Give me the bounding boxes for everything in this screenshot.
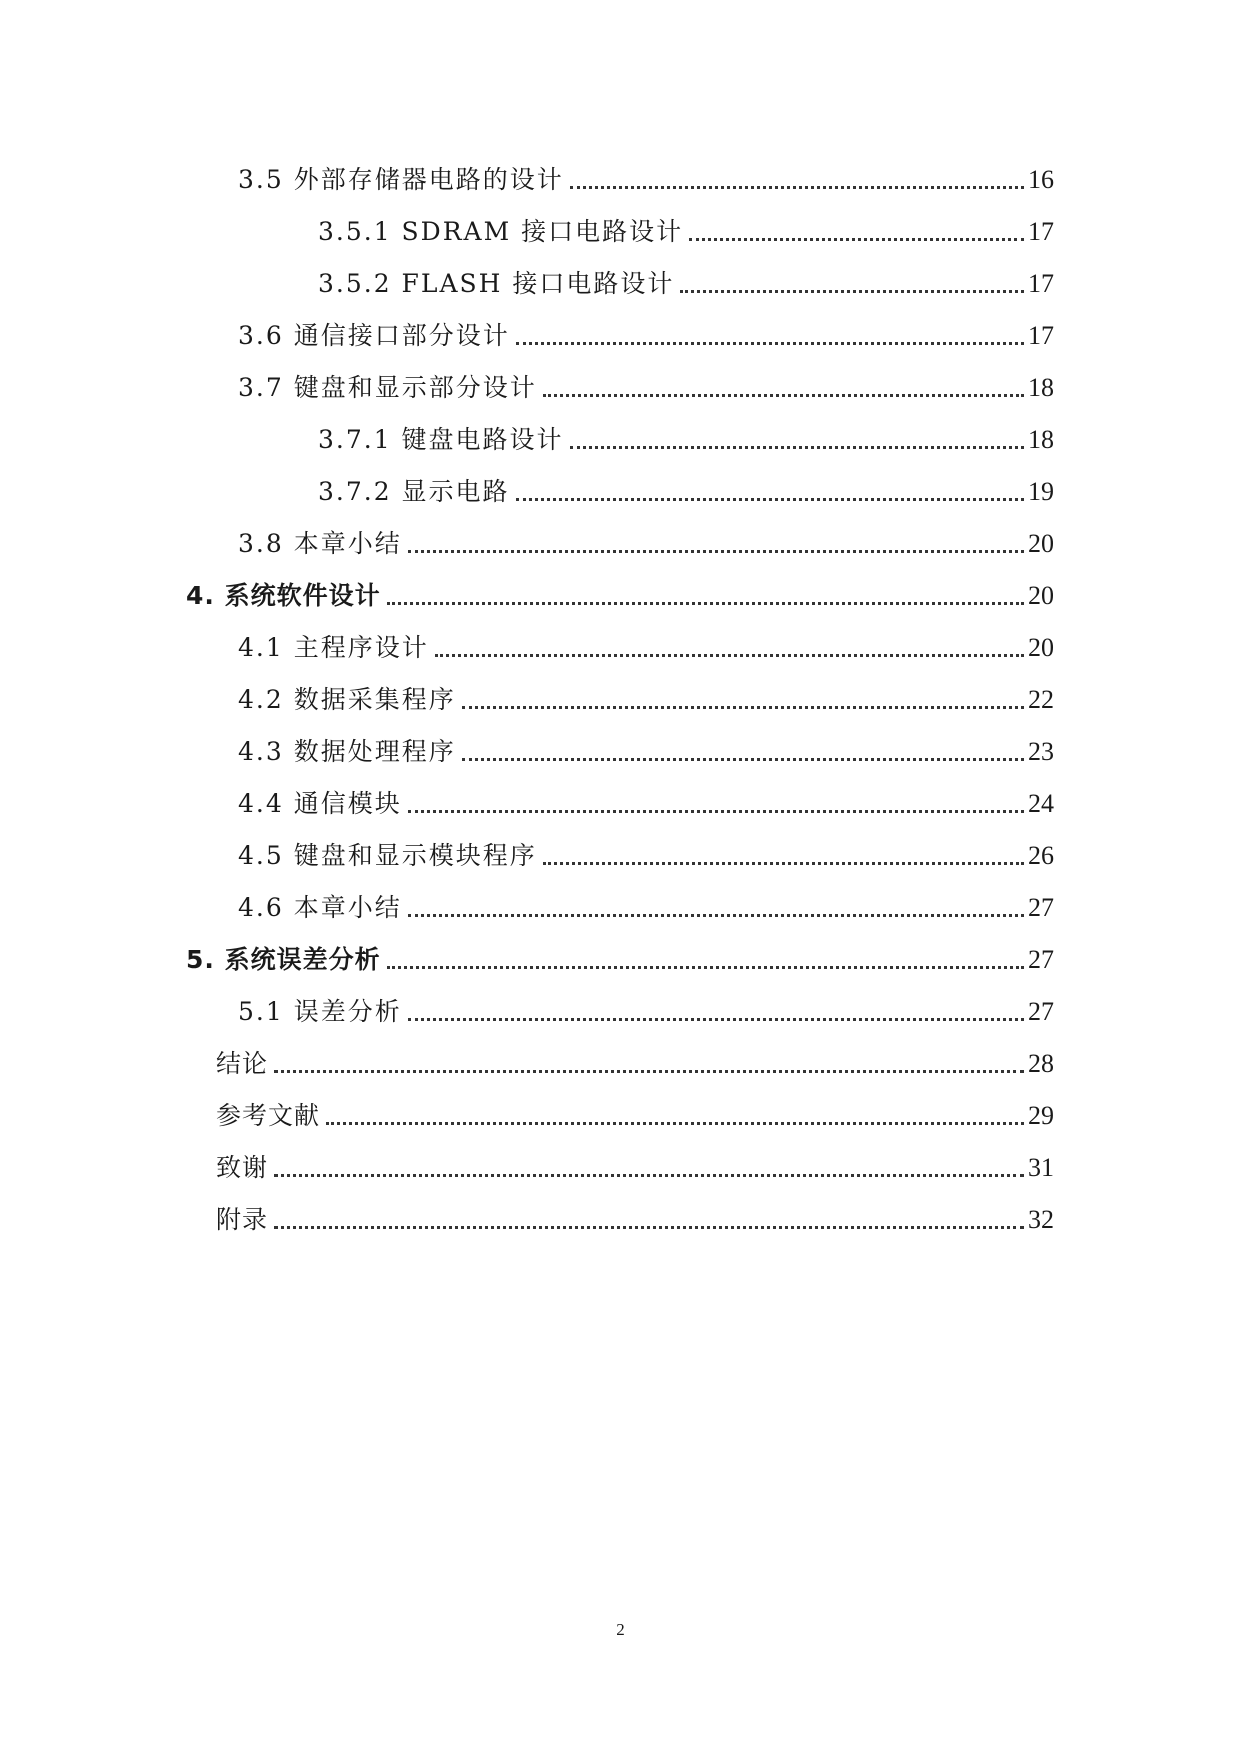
toc-entry-4-3[interactable] [238, 732, 1054, 772]
dot-leader [274, 1070, 1024, 1073]
toc-entry-page: 17 [1028, 217, 1054, 246]
toc-entry-label: 3.5.1 SDRAM 接口电路设计 [318, 217, 684, 246]
toc-entry-label: 5. 系统误差分析 [186, 945, 381, 974]
toc-entry-3-5-1[interactable] [318, 212, 1054, 252]
toc-entry-page: 27 [1028, 997, 1054, 1026]
toc-entry-label: 5.1 误差分析 [238, 997, 402, 1026]
toc-entry-page: 27 [1028, 945, 1054, 974]
toc-entry-label: 3.7.1 键盘电路设计 [318, 425, 564, 454]
toc-entry-page: 29 [1028, 1101, 1054, 1130]
toc-entry-label: 3.6 通信接口部分设计 [238, 321, 510, 350]
toc-entry-page: 20 [1028, 633, 1054, 662]
toc-entry-page: 28 [1028, 1049, 1054, 1078]
toc-entry-references[interactable] [216, 1096, 1054, 1136]
dot-leader [462, 706, 1024, 709]
toc-entry-page: 18 [1028, 425, 1054, 454]
toc-entry-label: 4.3 数据处理程序 [238, 737, 456, 766]
toc-entry-4-5[interactable] [238, 836, 1054, 876]
toc-entry-page: 19 [1028, 477, 1054, 506]
toc-entry-3-8[interactable] [238, 524, 1054, 564]
toc-entry-chapter-4[interactable] [186, 576, 1054, 616]
dot-leader [680, 290, 1024, 293]
dot-leader [516, 498, 1024, 501]
toc-entry-label: 结论 [216, 1049, 269, 1078]
toc-entry-3-6[interactable] [238, 316, 1054, 356]
toc-entry-label: 4.6 本章小结 [238, 893, 402, 922]
dot-leader [462, 758, 1024, 761]
toc-entry-label: 4.2 数据采集程序 [238, 685, 456, 714]
toc-entry-page: 16 [1028, 165, 1054, 194]
toc-entry-page: 22 [1028, 685, 1054, 714]
dot-leader [689, 238, 1024, 241]
dot-leader [387, 966, 1024, 969]
toc-entry-page: 23 [1028, 737, 1054, 766]
dot-leader [326, 1122, 1024, 1125]
toc-entry-page: 31 [1028, 1153, 1054, 1182]
toc-entry-3-5[interactable] [238, 160, 1054, 200]
toc-entry-page: 27 [1028, 893, 1054, 922]
toc-entry-4-1[interactable] [238, 628, 1054, 668]
toc-entry-label: 3.8 本章小结 [238, 529, 402, 558]
toc-entry-page: 26 [1028, 841, 1054, 870]
dot-leader [408, 550, 1024, 553]
dot-leader [274, 1226, 1024, 1229]
toc-entry-label: 4.1 主程序设计 [238, 633, 429, 662]
toc-entry-label: 参考文献 [216, 1101, 321, 1130]
toc-entry-page: 20 [1028, 529, 1054, 558]
toc-entry-page: 24 [1028, 789, 1054, 818]
toc-entry-chapter-5[interactable] [186, 940, 1054, 980]
toc-entry-conclusion[interactable] [216, 1044, 1054, 1084]
dot-leader [543, 862, 1024, 865]
toc-entry-label: 3.5 外部存储器电路的设计 [238, 165, 564, 194]
toc-entry-page: 18 [1028, 373, 1054, 402]
dot-leader [570, 186, 1024, 189]
toc-entry-label: 3.7.2 显示电路 [318, 477, 510, 506]
dot-leader [274, 1174, 1024, 1177]
dot-leader [408, 914, 1024, 917]
page-number: 2 [616, 1620, 625, 1639]
toc-entry-label: 致谢 [216, 1153, 269, 1182]
toc-entry-page: 20 [1028, 581, 1054, 610]
dot-leader [570, 446, 1024, 449]
toc-entry-label: 3.5.2 FLASH 接口电路设计 [318, 269, 675, 298]
toc-entry-label: 4.5 键盘和显示模块程序 [238, 841, 537, 870]
toc-entry-label: 4.4 通信模块 [238, 789, 402, 818]
dot-leader [435, 654, 1024, 657]
dot-leader [543, 394, 1024, 397]
dot-leader [516, 342, 1024, 345]
toc-entry-page: 32 [1028, 1205, 1054, 1234]
dot-leader [387, 602, 1024, 605]
toc-entry-5-1[interactable] [238, 992, 1054, 1032]
toc-entry-label: 附录 [216, 1205, 269, 1234]
toc-entry-appendix[interactable] [216, 1200, 1054, 1240]
toc-entry-label: 4. 系统软件设计 [186, 581, 381, 610]
toc-entry-3-5-2[interactable] [318, 264, 1054, 304]
toc-entry-3-7[interactable] [238, 368, 1054, 408]
toc-entry-3-7-1[interactable] [318, 420, 1054, 460]
toc-entry-label: 3.7 键盘和显示部分设计 [238, 373, 537, 402]
dot-leader [408, 1018, 1024, 1021]
toc-entry-4-6[interactable] [238, 888, 1054, 928]
toc-entry-page: 17 [1028, 269, 1054, 298]
dot-leader [408, 810, 1024, 813]
toc-entry-4-2[interactable] [238, 680, 1054, 720]
toc-entry-3-7-2[interactable] [318, 472, 1054, 512]
toc-entry-4-4[interactable] [238, 784, 1054, 824]
toc-entry-acknowledgements[interactable] [216, 1148, 1054, 1188]
toc-entry-page: 17 [1028, 321, 1054, 350]
